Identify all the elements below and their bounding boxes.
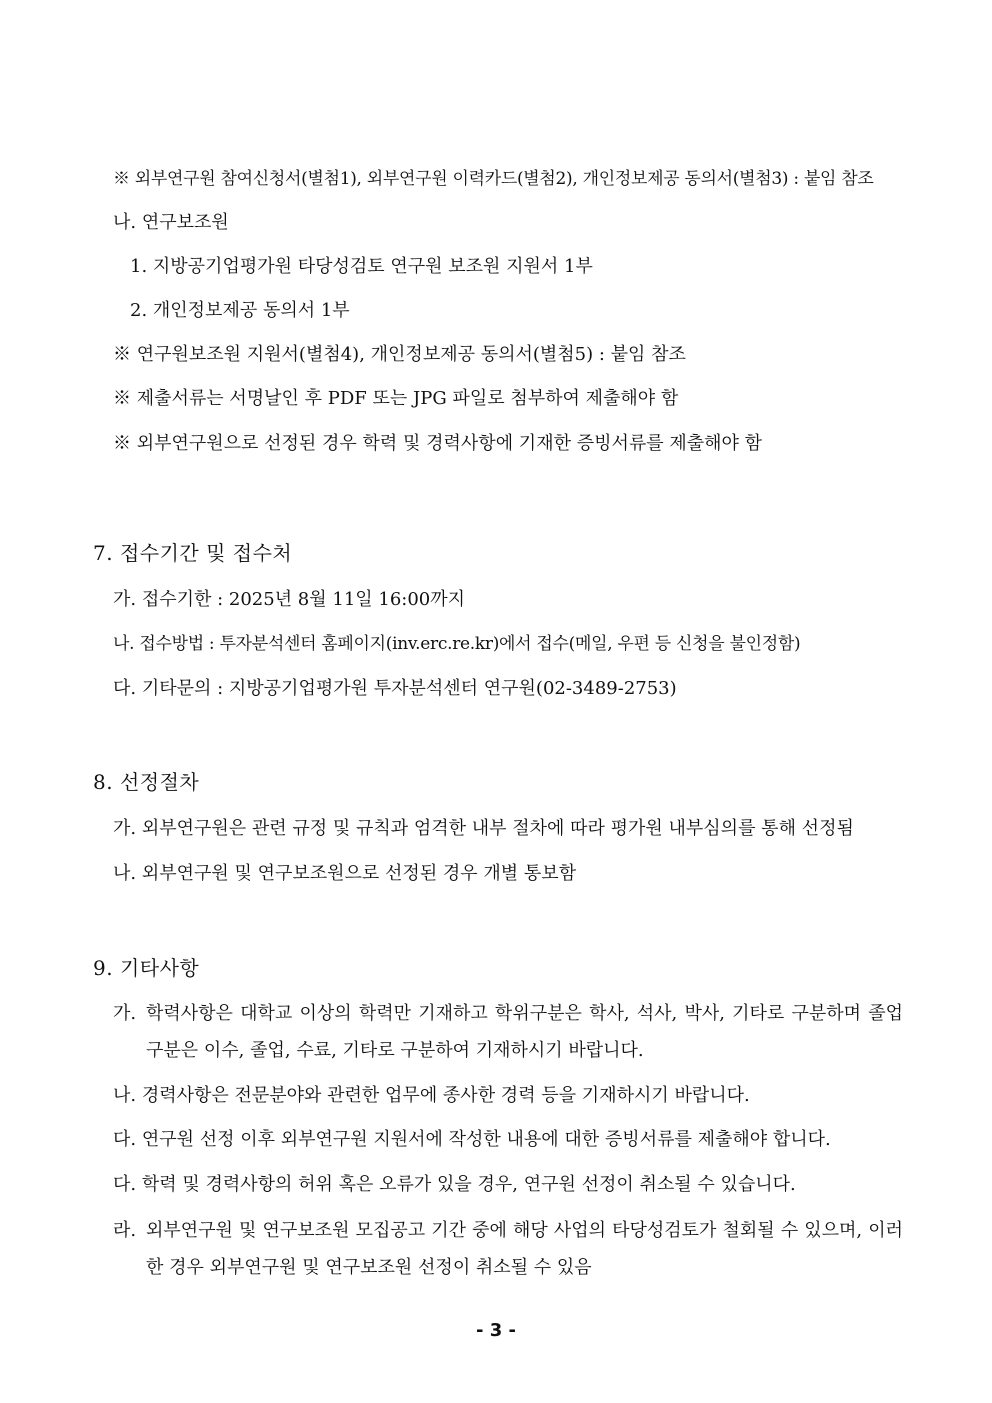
reception-method: 나. 접수방법 : 투자분석센터 홈페이지(inv.erc.re.kr)에서 접수(메일, 우편 등 신청을 불인정함) xyxy=(113,634,801,654)
misc-item-a-text: 학력사항은 대학교 이상의 학력만 기재하고 학위구분은 학사, 석사, 박사, 기타로 구분하며 졸업구분은 이수, 졸업, 수료, 기타로 구분하여 기재하시기 바랍니다. xyxy=(146,1003,903,1061)
note-evidence-documents: ※ 외부연구원으로 선정된 경우 학력 및 경력사항에 기재한 증빙서류를 제출해야 함 xyxy=(113,433,763,454)
note-researcher-forms: ※ 외부연구원 참여신청서(별첨1), 외부연구원 이력카드(별첨2), 개인정보제공 동의서(별첨3) : 붙임 참조 xyxy=(113,169,874,189)
assistant-doc-item-1: 1. 지방공기업평가원 타당성검토 연구원 보조원 지원서 1부 xyxy=(130,256,593,277)
section-9-heading: 9. 기타사항 xyxy=(93,956,200,980)
misc-item-a xyxy=(113,995,903,1069)
misc-item-d: 다. 학력 및 경력사항의 허위 혹은 오류가 있을 경우, 연구원 선정이 취소될 수 있습니다. xyxy=(113,1174,796,1195)
page-number: - 3 - xyxy=(476,1320,516,1341)
reception-deadline: 가. 접수기한 : 2025년 8월 11일 16:00까지 xyxy=(113,589,466,610)
note-submission-format: ※ 제출서류는 서명날인 후 PDF 또는 JPG 파일로 첨부하여 제출해야 함 xyxy=(113,388,679,409)
selection-procedure-item-a: 가. 외부연구원은 관련 규정 및 규칙과 엄격한 내부 절차에 따라 평가원 내부심의를 통해 선정됨 xyxy=(113,818,854,839)
misc-item-e-text: 외부연구원 및 연구보조원 모집공고 기간 중에 해당 사업의 타당성검토가 철회될 수 있으며, 이러한 경우 외부연구원 및 연구보조원 선정이 취소될 수 있음 xyxy=(146,1220,903,1278)
misc-item-e xyxy=(113,1212,903,1286)
misc-item-b: 나. 경력사항은 전문분야와 관련한 업무에 종사한 경력 등을 기재하시기 바랍니다. xyxy=(113,1085,750,1106)
misc-item-a-marker: 가. xyxy=(113,1003,137,1024)
subsection-research-assistant-title: 나. 연구보조원 xyxy=(113,212,229,233)
misc-item-c: 다. 연구원 선정 이후 외부연구원 지원서에 작성한 내용에 대한 증빙서류를 제출해야 합니다. xyxy=(113,1129,831,1150)
contact-info: 다. 기타문의 : 지방공기업평가원 투자분석센터 연구원(02-3489-2753) xyxy=(113,678,677,699)
section-7-heading: 7. 접수기간 및 접수처 xyxy=(93,541,293,565)
misc-item-e-marker: 라. xyxy=(113,1220,137,1241)
assistant-doc-item-2: 2. 개인정보제공 동의서 1부 xyxy=(130,300,350,321)
note-assistant-forms: ※ 연구원보조원 지원서(별첨4), 개인정보제공 동의서(별첨5) : 붙임 참조 xyxy=(113,344,686,365)
section-8-heading: 8. 선정절차 xyxy=(93,770,200,794)
selection-procedure-item-b: 나. 외부연구원 및 연구보조원으로 선정된 경우 개별 통보함 xyxy=(113,863,577,884)
